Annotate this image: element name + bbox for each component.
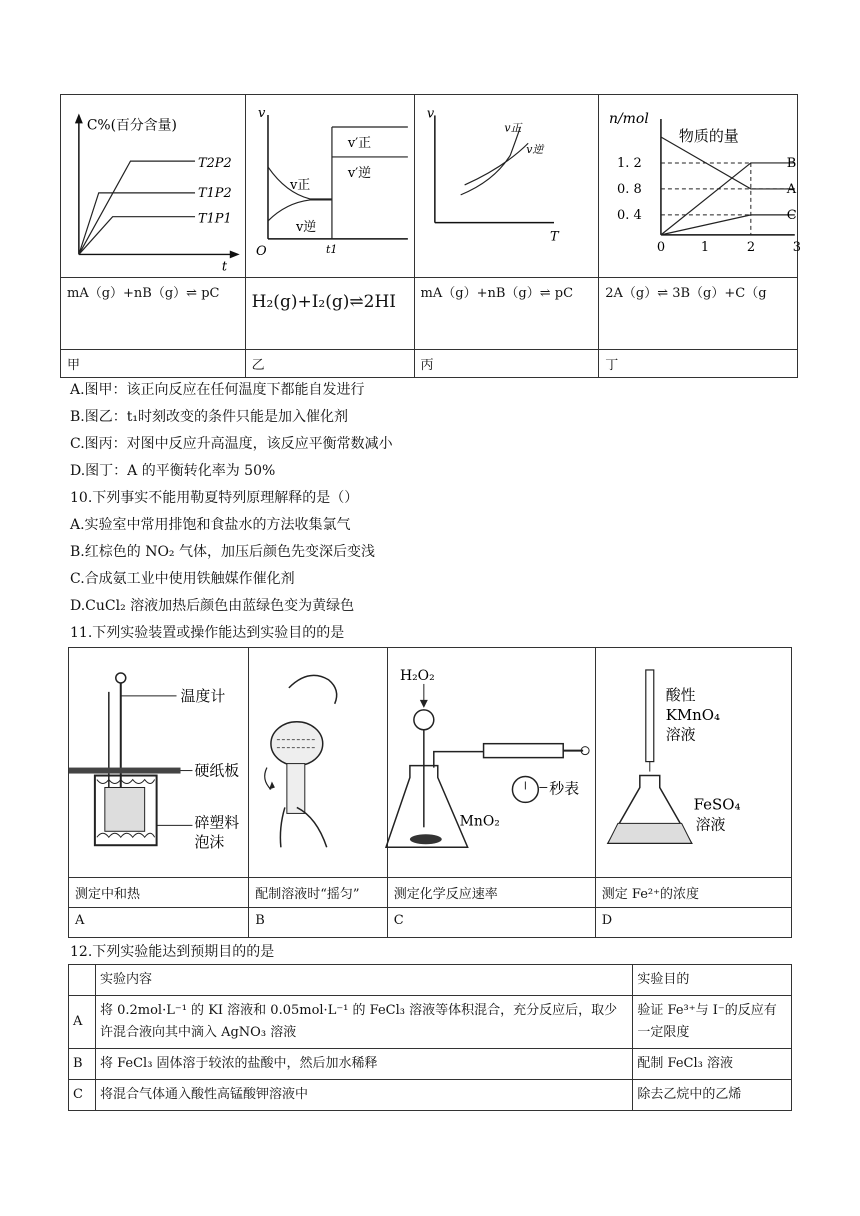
xtick: 3 — [793, 239, 802, 255]
figure-jia — [61, 95, 246, 278]
apparatus-letter: B — [249, 908, 388, 938]
q12-stem: 12.下列实验能达到预期目的的是 — [70, 944, 275, 960]
ytick: 0. 8 — [617, 181, 642, 197]
figure-yi — [245, 95, 414, 278]
figure-name: 甲 — [61, 349, 246, 377]
apparatus-b — [249, 648, 388, 878]
chart-yi — [246, 95, 414, 277]
equation-cell: 2A（g）⇌ 3B（g）+C（g — [599, 277, 798, 349]
q10-option-d: D.CuCl₂ 溶液加热后颜色由蓝绿色变为黄绿色 — [70, 598, 355, 614]
apparatus-a-drawing — [69, 648, 248, 877]
series-label: A — [787, 181, 797, 197]
figure-name: 丙 — [414, 349, 599, 377]
apparatus-caption: 测定化学反应速率 — [387, 878, 595, 908]
q11-apparatus-table — [68, 647, 792, 938]
row-purpose: 验证 Fe³⁺与 I⁻的反应有一定限度 — [633, 996, 792, 1049]
xlabel-bing: T — [549, 229, 559, 245]
row-letter: B — [69, 1049, 96, 1080]
label-cardboard: 硬纸板 — [194, 761, 240, 780]
apparatus-d — [595, 648, 791, 878]
apparatus-caption: 测定中和热 — [69, 878, 249, 908]
figure-name: 丁 — [599, 349, 798, 377]
q9-option-b: B.图乙：t₁时刻改变的条件只能是加入催化剂 — [70, 409, 348, 425]
apparatus-c-drawing — [388, 648, 595, 877]
q9-figure-table — [60, 94, 802, 378]
equation-cell: mA（g）+nB（g）⇌ pC — [61, 277, 246, 349]
curve-label: T1P2 — [198, 185, 232, 201]
xtick: 0 — [657, 239, 666, 255]
xlabel-jia: t — [221, 259, 228, 275]
series-label: C — [787, 207, 797, 223]
q9-option-a: A.图甲：该正向反应在任何温度下都能自发进行 — [70, 382, 365, 398]
label-foam-2: 泡沫 — [194, 833, 225, 852]
row-content: 将 FeCl₃ 固体溶于较浓的盐酸中，然后加水稀释 — [95, 1049, 632, 1080]
xtick: 1 — [701, 239, 710, 255]
row-purpose: 除去乙烷中的乙烯 — [633, 1080, 792, 1111]
ytick: 1. 2 — [617, 155, 642, 171]
apparatus-d-drawing — [596, 648, 791, 877]
row-purpose: 配制 FeCl₃ 溶液 — [633, 1049, 792, 1080]
label-mno2: MnO₂ — [459, 813, 500, 830]
label-v-zheng: v正 — [503, 121, 521, 135]
label-solution-2: 溶液 — [695, 815, 726, 834]
chart-ding — [599, 95, 802, 277]
curve-label: T2P2 — [198, 156, 232, 172]
q10-option-c: C.合成氨工业中使用铁触媒作催化剂 — [70, 571, 295, 587]
title-ding: 物质的量 — [679, 126, 740, 145]
label-v-zheng: v正 — [289, 177, 310, 193]
apparatus-b-drawing — [249, 648, 387, 877]
label-stopwatch: 秒表 — [548, 779, 579, 798]
q9-option-d: D.图丁：A 的平衡转化率为 50% — [70, 463, 276, 479]
curve-label: T1P1 — [198, 211, 232, 227]
xtick: 2 — [747, 239, 756, 255]
equation-cell: H₂(g)+I₂(g)⇌2HI — [245, 277, 414, 349]
ylabel-ding: n/mol — [609, 110, 650, 127]
row-content: 将 0.2mol·L⁻¹ 的 KI 溶液和 0.05mol·L⁻¹ 的 FeCl₃ 溶液等体积混合，充分反应后，取少许混合液向其中滴入 AgNO₃ 溶液 — [95, 996, 632, 1049]
q9-option-c: C.图丙：对图中反应升高温度，该反应平衡常数减小 — [70, 436, 393, 452]
header-cell — [69, 965, 96, 996]
row-letter: A — [69, 996, 96, 1049]
label-h2o2: H₂O₂ — [399, 667, 435, 684]
apparatus-caption: 配制溶液时“摇匀” — [249, 878, 388, 908]
q10-stem: 10.下列事实不能用勒夏特列原理解释的是（） — [70, 490, 359, 506]
label-foam: 碎塑料 — [194, 813, 240, 832]
chart-jia — [61, 95, 245, 277]
ylabel-bing: v — [426, 106, 434, 122]
figure-ding — [599, 95, 802, 278]
origin-yi: O — [255, 243, 267, 259]
apparatus-a — [69, 648, 249, 878]
figure-bing — [414, 95, 599, 278]
label-kmno4: KMnO₄ — [665, 705, 720, 724]
tick-t1: t1 — [325, 242, 338, 256]
ylabel-jia: C%(百分含量) — [86, 117, 177, 134]
q12-table — [68, 964, 792, 1111]
chart-bing — [415, 95, 599, 277]
q10-option-a: A.实验室中常用排饱和食盐水的方法收集氯气 — [70, 517, 351, 533]
ytick: 0. 4 — [617, 207, 642, 223]
q10-option-b: B.红棕色的 NO₂ 气体，加压后颜色先变深后变浅 — [70, 544, 375, 560]
row-content: 将混合气体通入酸性高锰酸钾溶液中 — [95, 1080, 632, 1111]
apparatus-letter: A — [69, 908, 249, 938]
apparatus-letter: D — [595, 908, 791, 938]
label-v-ni: v逆 — [295, 219, 316, 235]
ylabel-yi: v — [257, 105, 265, 121]
label-v-prime-zheng: v′正 — [347, 135, 371, 151]
apparatus-caption: 测定 Fe²⁺的浓度 — [595, 878, 791, 908]
label-thermometer: 温度计 — [180, 686, 226, 705]
apparatus-c — [387, 648, 595, 878]
header-cell: 实验内容 — [95, 965, 632, 996]
row-letter: C — [69, 1080, 96, 1111]
label-v-prime-ni: v′逆 — [347, 165, 371, 181]
equation-cell: mA（g）+nB（g）⇌ pC — [414, 277, 599, 349]
q11-stem: 11.下列实验装置或操作能达到实验目的的是 — [70, 625, 345, 641]
header-cell: 实验目的 — [633, 965, 792, 996]
figure-name: 乙 — [245, 349, 414, 377]
label-acidic: 酸性 — [665, 685, 696, 704]
label-solution: 溶液 — [665, 725, 696, 744]
series-label: B — [787, 155, 797, 171]
apparatus-letter: C — [387, 908, 595, 938]
label-feso4: FeSO₄ — [693, 795, 741, 814]
label-v-ni: v逆 — [525, 143, 543, 157]
